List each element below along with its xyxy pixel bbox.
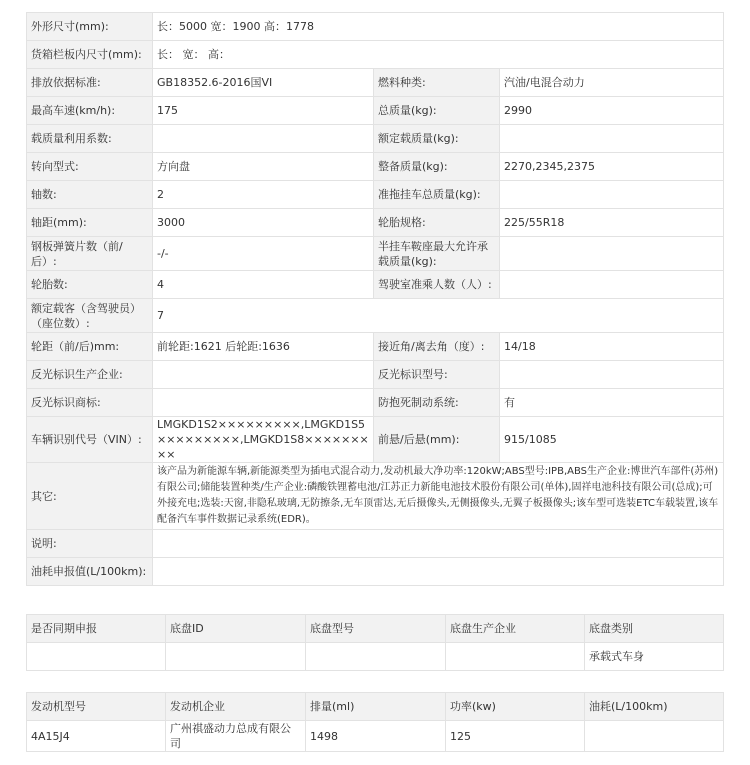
axles-label: 轴数: bbox=[27, 181, 153, 209]
chassis-header-maker: 底盘生产企业 bbox=[446, 615, 585, 643]
cargo-value: 长： 宽： 高： bbox=[153, 41, 724, 69]
fuel-value: 汽油/电混合动力 bbox=[500, 69, 724, 97]
angles-label: 接近角/离去角（度）: bbox=[374, 333, 500, 361]
chassis-sync-value bbox=[27, 643, 166, 671]
abs-label: 防抱死制动系统: bbox=[374, 389, 500, 417]
chassis-header-sync: 是否同期申报 bbox=[27, 615, 166, 643]
spec-row-fuel-report bbox=[27, 558, 724, 586]
engine-table bbox=[26, 692, 724, 752]
total-mass-label: 总质量(kg): bbox=[374, 97, 500, 125]
spec-row-emission bbox=[27, 69, 724, 97]
trailer-mass-value bbox=[500, 181, 724, 209]
saddle-label: 半挂车鞍座最大允许承载质量(kg): bbox=[374, 237, 500, 271]
load-coef-value bbox=[153, 125, 374, 153]
curb-mass-label: 整备质量(kg): bbox=[374, 153, 500, 181]
reflect-brand-value bbox=[153, 389, 374, 417]
chassis-model-value bbox=[306, 643, 446, 671]
cab-pass-label: 驾驶室准乘人数（人）: bbox=[374, 271, 500, 299]
spec-row-vin bbox=[27, 417, 724, 463]
chassis-maker-value bbox=[446, 643, 585, 671]
steering-label: 转向型式: bbox=[27, 153, 153, 181]
spec-row-reflect bbox=[27, 361, 724, 389]
seats-value: 7 bbox=[153, 299, 724, 333]
leaf-spring-label: 钢板弹簧片数（前/后）: bbox=[27, 237, 153, 271]
dimensions-label: 外形尺寸(mm): bbox=[27, 13, 153, 41]
vin-value: LMGKD1S2×××××××××,LMGKD1S5×××××××××,LMGKD1S8××××××××× bbox=[153, 417, 374, 463]
abs-value: 有 bbox=[500, 389, 724, 417]
emission-value: GB18352.6-2016国VI bbox=[153, 69, 374, 97]
engine-header-displacement: 排量(ml) bbox=[306, 693, 446, 721]
spec-row-dimensions bbox=[27, 13, 724, 41]
engine-consumption-value bbox=[585, 721, 724, 752]
note-value bbox=[153, 530, 724, 558]
spec-row-spring bbox=[27, 237, 724, 271]
spec-row-note bbox=[27, 530, 724, 558]
load-coef-label: 载质量利用系数: bbox=[27, 125, 153, 153]
leaf-spring-value: -/- bbox=[153, 237, 374, 271]
fuel-label: 燃料种类: bbox=[374, 69, 500, 97]
saddle-value bbox=[500, 237, 724, 271]
chassis-header-id: 底盘ID bbox=[166, 615, 306, 643]
tire-spec-value: 225/55R18 bbox=[500, 209, 724, 237]
max-speed-value: 175 bbox=[153, 97, 374, 125]
spec-row-wheelbase bbox=[27, 209, 724, 237]
other-value: 该产品为新能源车辆,新能源类型为插电式混合动力,发动机最大净功率:120kW;ABS型号:IPB,ABS生产企业:博世汽车部件(苏州)有限公司;储能装置种类/生产企业:磷酸铁锂蓄电池/江苏正力新能电池技术股份有限公司(单体),固祥电池科技有限公司(总成);可外接充电;选装:天窗,非隐私玻璃,无防擦条,无车顶雷达,无后摄像头,无侧摄像头,无翼子板摄像头;该车型可选装ETC车载装置,该车配备汽车事件数据记录系统(EDR)。 bbox=[153, 463, 724, 530]
chassis-header-model: 底盘型号 bbox=[306, 615, 446, 643]
trailer-mass-label: 准拖挂车总质量(kg): bbox=[374, 181, 500, 209]
fuel-report-label: 油耗申报值(L/100km): bbox=[27, 558, 153, 586]
vehicle-spec-table bbox=[26, 12, 724, 586]
spec-row-cargo bbox=[27, 41, 724, 69]
wheelbase-label: 轴距(mm): bbox=[27, 209, 153, 237]
track-label: 轮距（前/后)mm: bbox=[27, 333, 153, 361]
tire-count-value: 4 bbox=[153, 271, 374, 299]
chassis-header-type: 底盘类别 bbox=[585, 615, 724, 643]
total-mass-value: 2990 bbox=[500, 97, 724, 125]
engine-displacement-value: 1498 bbox=[306, 721, 446, 752]
tire-spec-label: 轮胎规格: bbox=[374, 209, 500, 237]
overhang-label: 前悬/后悬(mm): bbox=[374, 417, 500, 463]
emission-label: 排放依据标准: bbox=[27, 69, 153, 97]
cab-pass-value bbox=[500, 271, 724, 299]
chassis-header-row bbox=[27, 615, 724, 643]
spec-row-load bbox=[27, 125, 724, 153]
tire-count-label: 轮胎数: bbox=[27, 271, 153, 299]
engine-header-row bbox=[27, 693, 724, 721]
engine-maker-value: 广州祺盛动力总成有限公司 bbox=[166, 721, 306, 752]
dimensions-value: 长：5000 宽：1900 高：1778 bbox=[153, 13, 724, 41]
engine-header-model: 发动机型号 bbox=[27, 693, 166, 721]
cargo-label: 货箱栏板内尺寸(mm): bbox=[27, 41, 153, 69]
angles-value: 14/18 bbox=[500, 333, 724, 361]
fuel-report-value bbox=[153, 558, 724, 586]
spec-row-axles bbox=[27, 181, 724, 209]
reflect-model-label: 反光标识型号: bbox=[374, 361, 500, 389]
reflect-model-value bbox=[500, 361, 724, 389]
engine-model-value: 4A15J4 bbox=[27, 721, 166, 752]
spec-row-abs bbox=[27, 389, 724, 417]
engine-header-consumption: 油耗(L/100km) bbox=[585, 693, 724, 721]
reflect-mfr-value bbox=[153, 361, 374, 389]
track-value: 前轮距:1621 后轮距:1636 bbox=[153, 333, 374, 361]
engine-header-maker: 发动机企业 bbox=[166, 693, 306, 721]
chassis-type-value: 承载式车身 bbox=[585, 643, 724, 671]
spec-row-steering bbox=[27, 153, 724, 181]
axles-value: 2 bbox=[153, 181, 374, 209]
spec-row-track bbox=[27, 333, 724, 361]
reflect-mfr-label: 反光标识生产企业: bbox=[27, 361, 153, 389]
spec-row-seats bbox=[27, 299, 724, 333]
max-speed-label: 最高车速(km/h): bbox=[27, 97, 153, 125]
rated-load-label: 额定载质量(kg): bbox=[374, 125, 500, 153]
chassis-data-row bbox=[27, 643, 724, 671]
rated-load-value bbox=[500, 125, 724, 153]
wheelbase-value: 3000 bbox=[153, 209, 374, 237]
chassis-table bbox=[26, 614, 724, 671]
curb-mass-value: 2270,2345,2375 bbox=[500, 153, 724, 181]
engine-header-power: 功率(kw) bbox=[446, 693, 585, 721]
engine-data-row bbox=[27, 721, 724, 752]
overhang-value: 915/1085 bbox=[500, 417, 724, 463]
engine-power-value: 125 bbox=[446, 721, 585, 752]
steering-value: 方向盘 bbox=[153, 153, 374, 181]
spec-row-tires bbox=[27, 271, 724, 299]
reflect-brand-label: 反光标识商标: bbox=[27, 389, 153, 417]
vin-label: 车辆识别代号（VIN）: bbox=[27, 417, 153, 463]
spec-row-speed bbox=[27, 97, 724, 125]
seats-label: 额定载客（含驾驶员）（座位数）: bbox=[27, 299, 153, 333]
other-label: 其它: bbox=[27, 463, 153, 530]
spec-row-other bbox=[27, 463, 724, 530]
chassis-id-value bbox=[166, 643, 306, 671]
note-label: 说明: bbox=[27, 530, 153, 558]
